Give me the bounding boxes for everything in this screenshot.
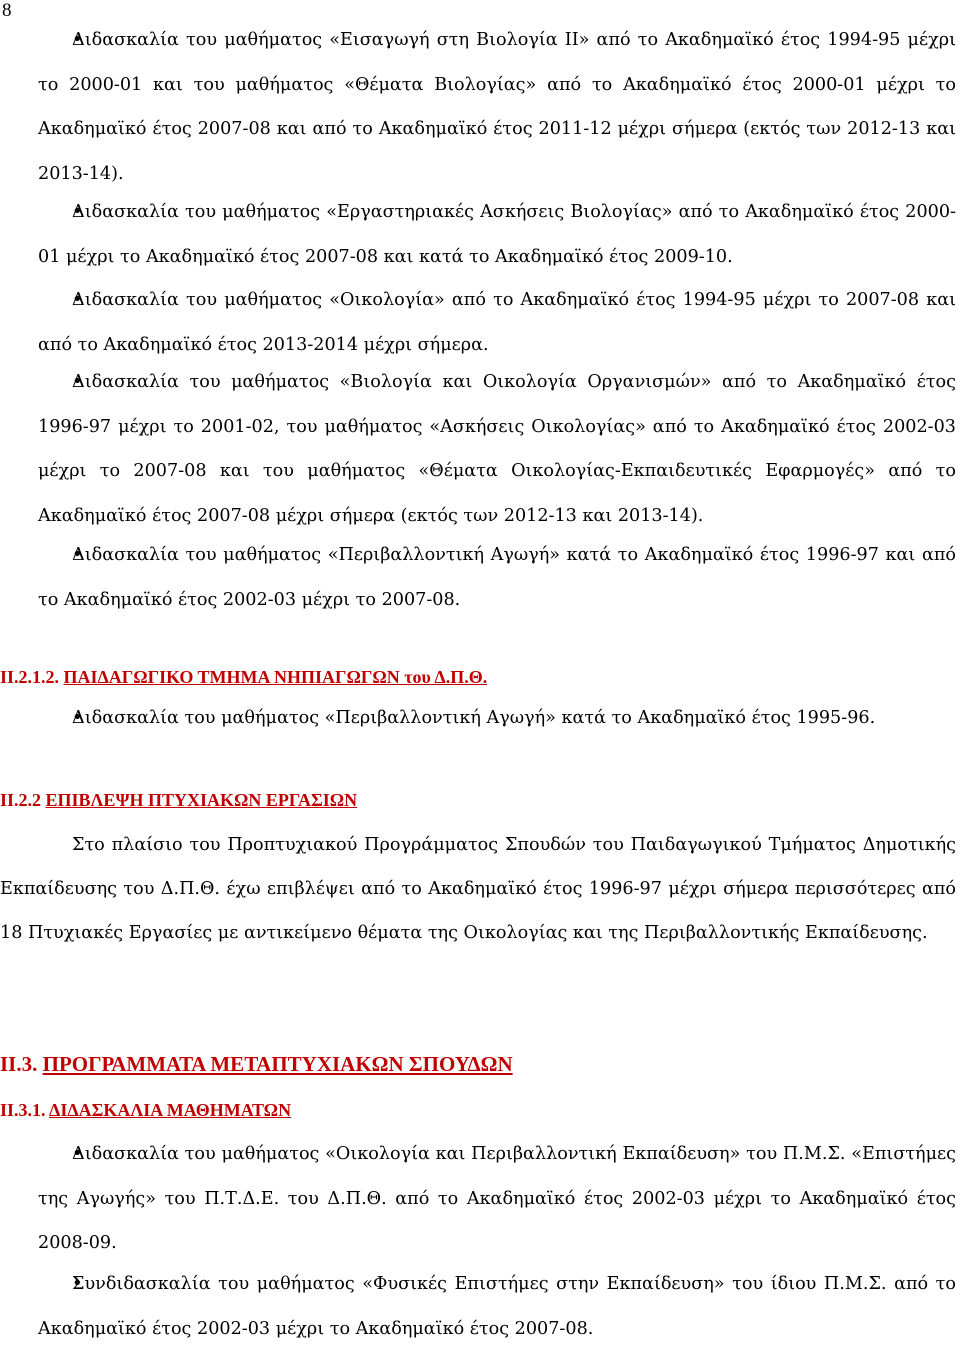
section-number: ΙΙ.3. xyxy=(0,1052,38,1076)
section-number: ΙΙ.2.1.2. xyxy=(0,667,60,687)
list-item: • Διδασκαλία του μαθήματος «Περιβαλλοντική Αγωγή» κατά το Ακαδημαϊκό έτος 1996-97 και από το Ακαδημαϊκό έτος 2002-03 μέχρι το 2007-08. xyxy=(38,533,956,622)
paragraph-supervision: Στο πλαίσιο του Προπτυχιακού Προγράμματος Σπουδών του Παιδαγωγικού Τμήματος Δημοτικής Εκπαίδευσης του Δ.Π.Θ. έχω επιβλέψει από το Ακαδημαϊκό έτος 1996-97 μέχρι σήμερα περισσότερες από 18 Πτυχιακές Εργασίες με αντικείμενο θέματα της Οικολογίας και της Περιβαλλοντικής Εκπαίδευσης. xyxy=(0,835,956,944)
section-title: ΠΑΙΔΑΓΩΓΙΚΟ ΤΜΗΜΑ ΝΗΠΙΑΓΩΓΩΝ του Δ.Π.Θ. xyxy=(63,667,488,687)
list-item: • Διδασκαλία του μαθήματος «Οικολογία και Περιβαλλοντική Εκπαίδευση» του Π.Μ.Σ. «Επιστήμες της Αγωγής» του Π.Τ.Δ.Ε. του Δ.Π.Θ. από το Ακαδημαϊκό έτος 2002-03 μέχρι το Ακαδημαϊκό έτος 2008-09. xyxy=(38,1132,956,1266)
list-item: • Διδασκαλία του μαθήματος «Εργαστηριακές Ασκήσεις Βιολογίας» από το Ακαδημαϊκό έτος 2000-01 μέχρι το Ακαδημαϊκό έτος 2007-08 και κατά το Ακαδημαϊκό έτος 2009-10. xyxy=(38,190,956,279)
list-item: • Συνδιδασκαλία του μαθήματος «Φυσικές Επιστήμες στην Εκπαίδευση» του ίδιου Π.Μ.Σ. από το Ακαδημαϊκό έτος 2002-03 μέχρι το Ακαδημαϊκό έτος 2007-08. xyxy=(38,1262,956,1351)
page-number: 8 xyxy=(2,0,12,21)
list-item: • Διδασκαλία του μαθήματος «Οικολογία» από το Ακαδημαϊκό έτος 1994-95 μέχρι το 2007-08 και από το Ακαδημαϊκό έτος 2013-2014 μέχρι σήμερα. xyxy=(38,278,956,367)
section-number: ΙΙ.3.1. xyxy=(0,1100,46,1120)
list-item: • Διδασκαλία του μαθήματος «Περιβαλλοντική Αγωγή» κατά το Ακαδημαϊκό έτος 1995-96. xyxy=(38,696,956,741)
section-heading-3-1 xyxy=(0,1100,291,1121)
list-item: • Διδασκαλία του μαθήματος «Εισαγωγή στη Βιολογία ΙΙ» από το Ακαδημαϊκό έτος 1994-95 μέχρι το 2000-01 και του μαθήματος «Θέματα Βιολογίας» από το Ακαδημαϊκό έτος 2000-01 μέχρι το Ακαδημαϊκό έτος 2007-08 και από το Ακαδημαϊκό έτος 2011-12 μέχρι σήμερα (εκτός των 2012-13 και 2013-14). xyxy=(38,18,956,196)
section-heading-2-2 xyxy=(0,790,357,811)
section-title: ΠΡΟΓΡΑΜΜΑΤΑ ΜΕΤΑΠΤΥΧΙΑΚΩΝ ΣΠΟΥΔΩΝ xyxy=(42,1052,513,1076)
list-item: • Διδασκαλία του μαθήματος «Βιολογία και Οικολογία Οργανισμών» από το Ακαδημαϊκό έτος 1996-97 μέχρι το 2001-02, του μαθήματος «Ασκήσεις Οικολογίας» από το Ακαδημαϊκό έτος 2002-03 μέχρι το 2007-08 και του μαθήματος «Θέματα Οικολογίας-Εκπαιδευτικές Εφαρμογές» από το Ακαδημαϊκό έτος 2007-08 μέχρι σήμερα (εκτός των 2012-13 και 2013-14). xyxy=(38,360,956,538)
section-title: ΕΠΙΒΛΕΨΗ ΠΤΥΧΙΑΚΩΝ ΕΡΓΑΣΙΩΝ xyxy=(45,790,358,810)
section-number: ΙΙ.2.2 xyxy=(0,790,42,810)
section-heading-3 xyxy=(0,1052,513,1077)
section-heading-2-1-2 xyxy=(0,667,487,688)
section-title: ΔΙΔΑΣΚΑΛΙΑ ΜΑΘΗΜΑΤΩΝ xyxy=(49,1100,292,1120)
